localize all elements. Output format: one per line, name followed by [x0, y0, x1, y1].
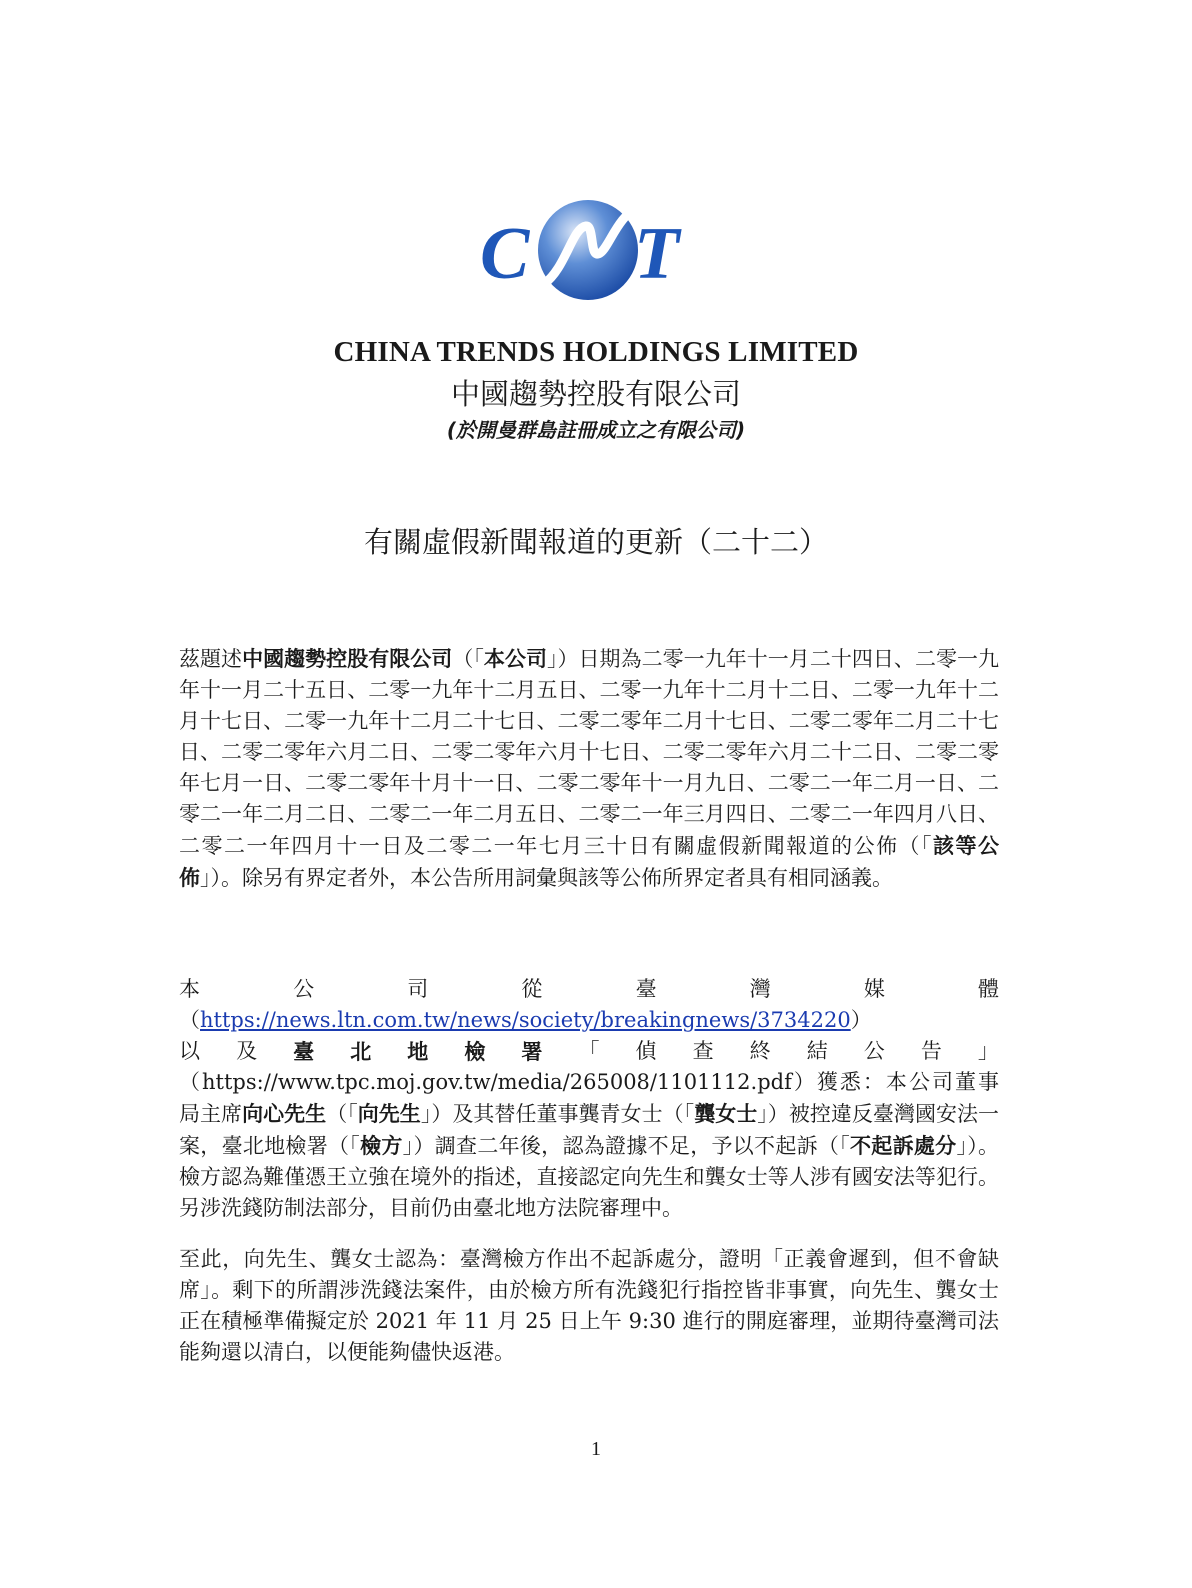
defined-term: 向心先生: [242, 1101, 327, 1126]
spread-char: 檢: [464, 1039, 486, 1064]
defined-term: 本公司: [483, 646, 547, 671]
page-number: 1: [591, 1438, 601, 1460]
text-run: 」）調查二年後，認為證據不足，予以不起訴（「: [402, 1134, 850, 1158]
spread-char: 及: [236, 1039, 258, 1063]
announcement-title: 有關虛假新聞報道的更新（二十二）: [363, 525, 828, 559]
text-run: （https://www.tpc.moj.gov.tw/media/265008/1101112.pdf）獲悉：本公司董事局主席: [179, 1070, 999, 1126]
defined-term: 向先生: [357, 1101, 421, 1126]
paragraph-conclusion: 至此，向先生、龔女士認為：臺灣檢方作出不起訴處分，證明「正義會遲到，但不會缺席」。剩下的所謂涉洗錢法案件，由於檢方所有洗錢犯行指控皆非事實，向先生、龔女士正在積極準備擬定於 2021 年 11 月 25 日上午 9:30 進行的開庭審理，並期待臺灣司法能夠還以清白，以便能夠儘快返港。: [179, 1247, 999, 1364]
spread-char: 臺: [293, 1039, 315, 1064]
text-run: 」）日期為二零一九年十一月二十四日、二零一九年十一月二十五日、二零一九年十二月五日、二零一九年十二月十二日、二零一九年十二月十七日、二零一九年十二月二十七日、二零二零年二月十七日、二零二零年二月二十七日、二零二零年六月二日、二零二零年六月十七日、二零二零年六月二十二日、二零二零年七月一日、二零二零年十月十一日、二零二零年十一月九日、二零二一年二月一日、二零二一年二月二日、二零二一年二月五日、二零二一年三月四日、二零二一年四月八日、二零二一年四月十一日及二零二一年七月三十日有關虛假新聞報道的公佈（「: [179, 647, 1000, 858]
text-run: 」）及其替任董事龔青女士（「: [420, 1102, 695, 1126]
defined-term: 該等公佈: [179, 833, 1000, 890]
spread-char: 公: [863, 1039, 885, 1063]
paragraph-media-report: [179, 974, 999, 1224]
text-run: （「: [452, 647, 484, 671]
spread-char: 」: [977, 1039, 999, 1063]
spread-char: 地: [407, 1039, 429, 1064]
news-link[interactable]: https://news.ltn.com.tw/news/society/breakingnews/3734220: [200, 1008, 851, 1032]
defined-term: 檢方: [360, 1133, 403, 1158]
spread-char: 查: [692, 1039, 714, 1063]
defined-term: 不起訴處分: [850, 1133, 957, 1158]
spread-char: 結: [806, 1039, 828, 1063]
spread-char: 以: [179, 1039, 200, 1063]
spread-char: 「: [578, 1039, 600, 1063]
text-run: ）: [850, 1008, 872, 1032]
company-name-en: CHINA TRENDS HOLDINGS LIMITED: [333, 336, 859, 368]
text-run: 」）。檢方認為難僅憑王立強在境外的指述，直接認定向先生和龔女士等人涉有國安法等犯行。另涉洗錢防制法部分，目前仍由臺北地方法院審理中。: [179, 1134, 1000, 1220]
spread-char: 終: [749, 1039, 771, 1063]
text-run: 」）被控違反臺灣國安法一案，臺北地檢署（「: [179, 1102, 1000, 1158]
text-run: 本公司從臺灣媒體（: [179, 977, 999, 1032]
spread-char: 告: [920, 1039, 942, 1063]
spread-char: 偵: [635, 1039, 657, 1063]
spread-line: [179, 1036, 999, 1067]
svg-text:C: C: [480, 213, 530, 295]
company-logo: [474, 198, 704, 308]
defined-term: 龔女士: [694, 1101, 758, 1126]
svg-text:T: T: [634, 213, 680, 295]
text-run: （「: [326, 1102, 358, 1126]
text-run: 」）。除另有界定者外，本公告所用詞彙與該等公佈所界定者具有相同涵義。: [200, 866, 893, 890]
company-name-zh: 中國趨勢控股有限公司: [450, 377, 741, 411]
defined-term: 中國趨勢控股有限公司: [242, 646, 453, 671]
spread-char: 署: [521, 1039, 543, 1064]
spread-char: 北: [350, 1039, 372, 1064]
incorporation-note: (於開曼群島註冊成立之有限公司): [446, 418, 746, 442]
paragraph-intro: [179, 643, 999, 894]
text-run: 茲題述: [179, 647, 243, 671]
